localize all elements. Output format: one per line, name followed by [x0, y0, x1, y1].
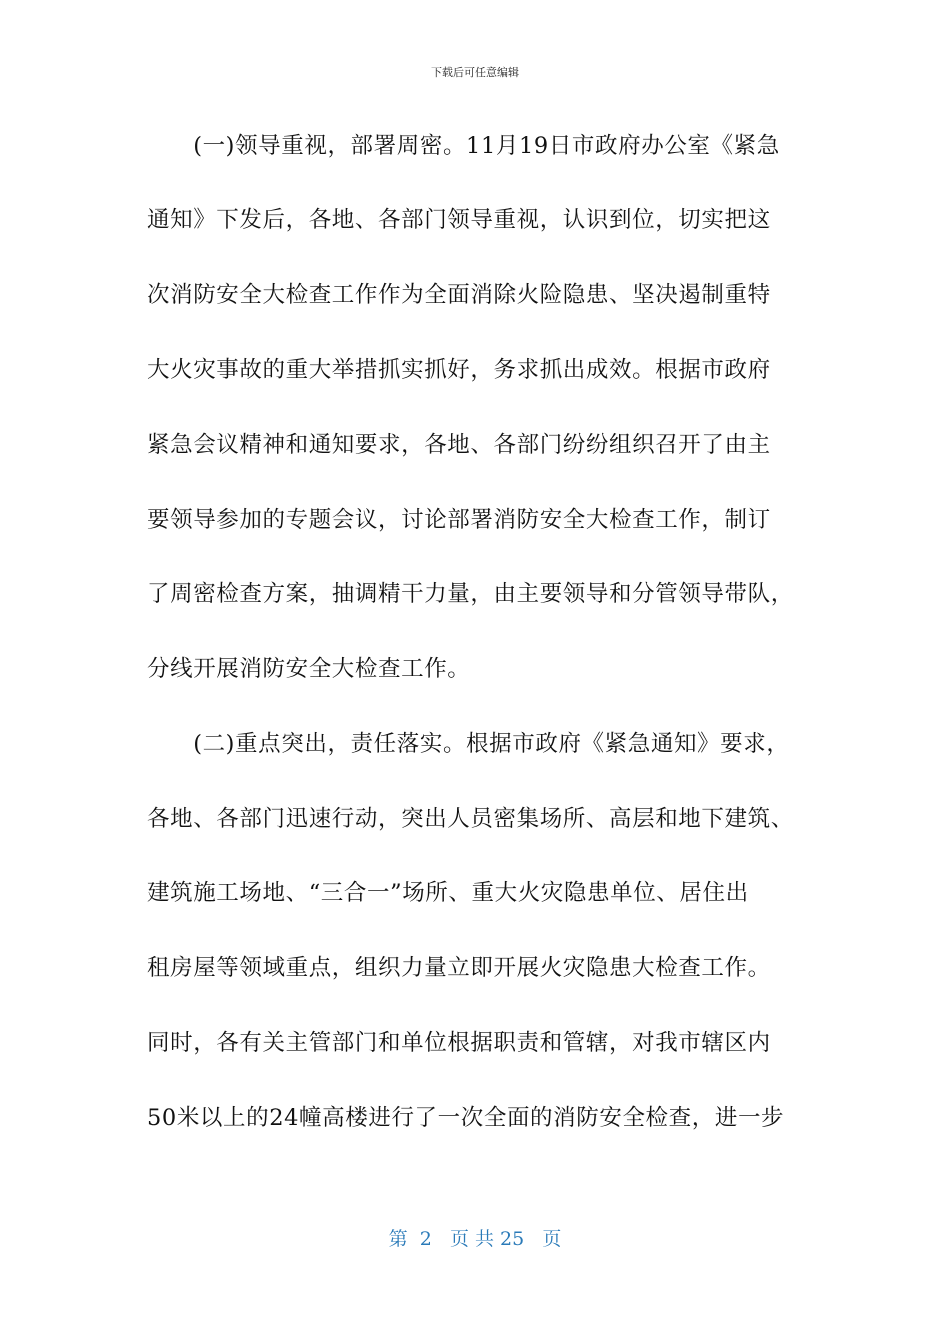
body-line: 紧急会议精神和通知要求，各地、各部门纷纷组织召开了由主: [147, 432, 771, 458]
body-line: 通知》下发后，各地、各部门领导重视，认识到位，切实把这: [147, 207, 771, 233]
body-line: 同时，各有关主管部门和单位根据职责和管辖，对我市辖区内: [147, 1030, 771, 1056]
body-line: 次消防安全大检查工作作为全面消除火险隐患、坚决遏制重特: [147, 282, 771, 308]
body-line: 大火灾事故的重大举措抓实抓好，务求抓出成效。根据市政府: [147, 357, 771, 383]
body-line: 各地、各部门迅速行动，突出人员密集场所、高层和地下建筑、: [147, 806, 794, 832]
page-number-footer: 第 2 页 共 25 页: [388, 1228, 562, 1250]
body-line: 租房屋等领域重点，组织力量立即开展火灾隐患大检查工作。: [147, 955, 771, 981]
body-line: 分线开展消防安全大检查工作。: [147, 656, 471, 682]
body-line: 了周密检查方案，抽调精干力量，由主要领导和分管领导带队，: [147, 581, 794, 607]
download-editable-note: 下载后可任意编辑: [431, 66, 519, 79]
body-line: (二)重点突出，责任落实。根据市政府《紧急通知》要求，: [147, 731, 790, 757]
body-line: (一)领导重视，部署周密。11月19日市政府办公室《紧急: [147, 133, 780, 159]
body-line: 50米以上的24幢高楼进行了一次全面的消防安全检查，进一步: [147, 1105, 785, 1131]
body-line: 建筑施工场地、“三合一”场所、重大火灾隐患单位、居住出: [147, 880, 749, 906]
body-line: 要领导参加的专题会议，讨论部署消防安全大检查工作，制订: [147, 507, 771, 533]
